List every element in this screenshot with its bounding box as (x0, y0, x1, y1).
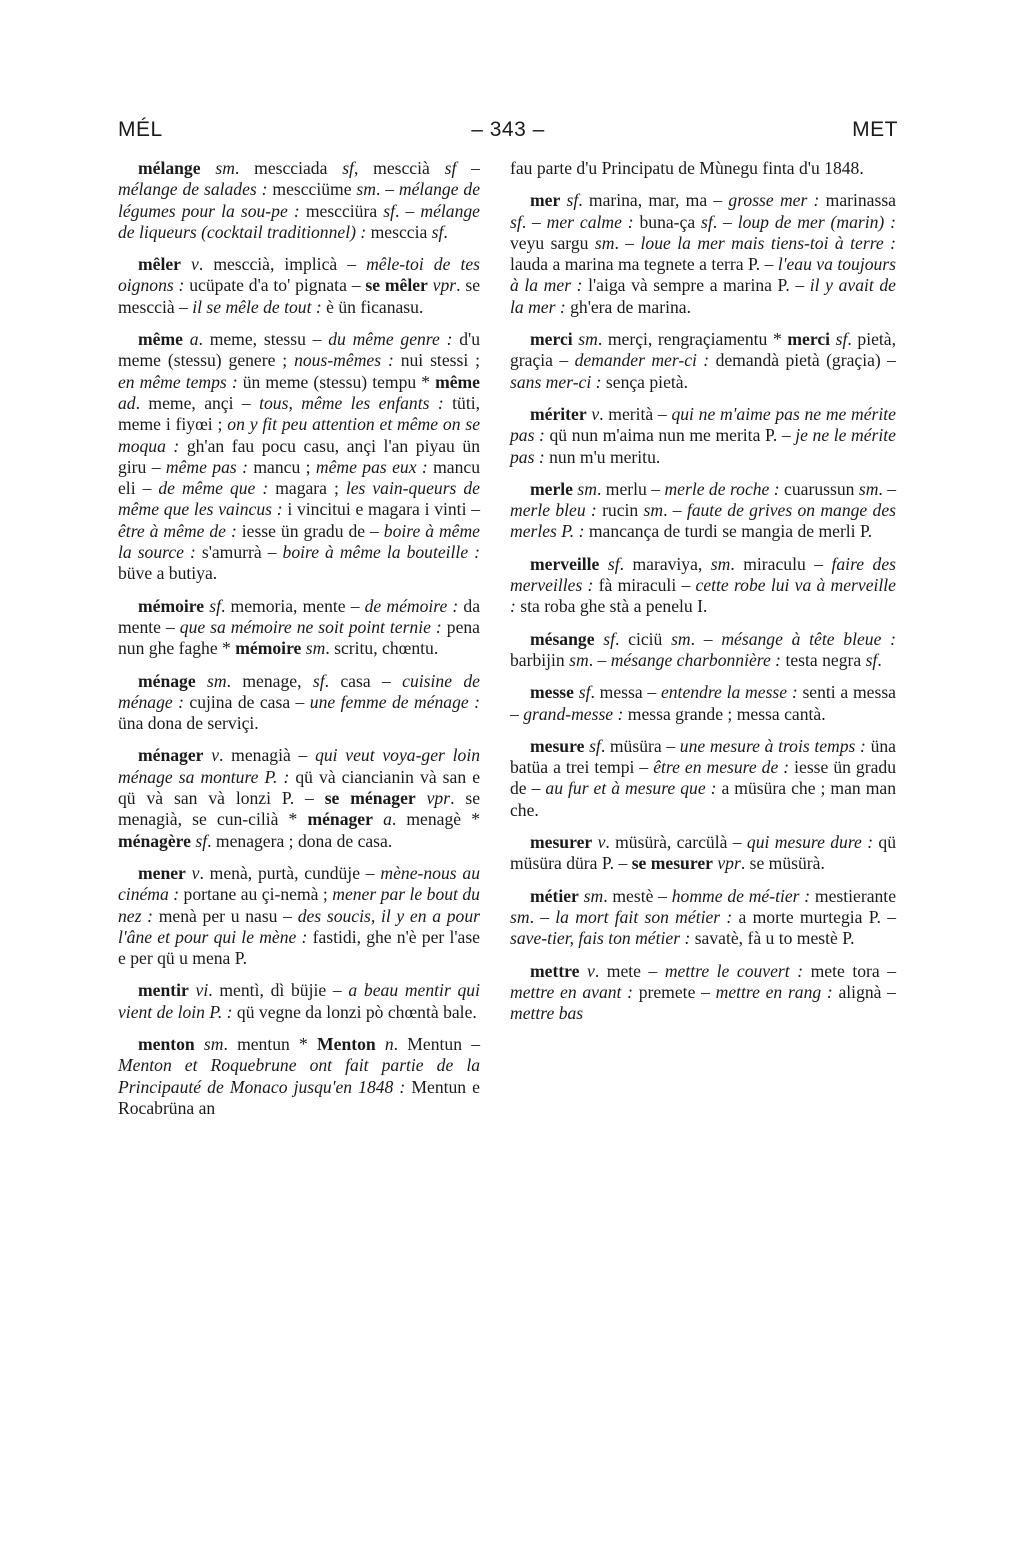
headword: mélange (138, 158, 201, 178)
translation-text: messa grande ; messa cantà. (623, 703, 826, 724)
translation-text (599, 554, 607, 574)
translation-text: iesse ün gradu de – (510, 757, 896, 799)
translation-text: . ciciü (615, 628, 672, 649)
translation-text: . menagè * (391, 809, 480, 830)
italic-text: qui veut voya-ger loin ménage sa monture P. : (118, 745, 481, 787)
translation-text: menà per u nasu – (153, 905, 298, 926)
translation-text: . – (395, 200, 421, 221)
italic-text: tous, même les enfants : (259, 392, 444, 413)
headword: ménage (138, 670, 196, 691)
italic-text: Menton et Roquebrune ont fait partie de la Principauté de Monaco jusqu'en 1848 : (118, 1055, 480, 1097)
translation-text: i vincitui e magara i vinti – (282, 499, 481, 520)
headword: même (138, 329, 183, 350)
italic-text: merle de roche : (664, 478, 780, 499)
translation-text: ün meme (stessu) tempu * (237, 371, 436, 392)
italic-text: boire à même la source : (118, 520, 480, 563)
translation-text: . menà, purtà, cundüje – (199, 862, 381, 883)
translation-text: . meme, stessu – (198, 329, 329, 350)
italic-text: sf (342, 158, 354, 178)
italic-text: on y fit peu attention et même on se moqua : (118, 414, 481, 456)
italic-text: être en mesure de : (653, 757, 790, 778)
italic-text: nous-mêmes : (294, 350, 394, 371)
translation-text: fastidi, ghe n'è per l'ase e per qü u mena P. (118, 926, 480, 969)
translation-text (416, 788, 427, 808)
italic-text: en même temps : (118, 371, 238, 392)
translation-text (196, 671, 207, 691)
italic-text: mène-nous au cinéma : (118, 862, 480, 905)
translation-text: . merità – (599, 403, 672, 424)
translation-text: . casa – (324, 670, 403, 691)
italic-text: au fur et à mesure que : (545, 778, 717, 799)
column-left (118, 158, 480, 1130)
dictionary-entry (510, 682, 896, 725)
translation-text (189, 980, 196, 1000)
italic-text: sm (594, 232, 615, 253)
translation-text: mesccia (366, 221, 432, 242)
translation-text: . – (663, 500, 687, 521)
dictionary-entry (510, 629, 896, 672)
italic-text: a (383, 809, 392, 830)
italic-text: sans mer-ci : (510, 371, 602, 392)
italic-text: sf (701, 211, 713, 232)
italic-text: il se mêle de tout : (192, 296, 322, 317)
translation-text: . mentì, dì büjie – (208, 980, 349, 1001)
italic-text: une mesure à trois temps : (679, 735, 866, 756)
translation-text: . mentun * (223, 1033, 318, 1054)
translation-text (183, 329, 190, 349)
translation-text (201, 158, 216, 178)
translation-text: senti a messa – (510, 682, 896, 724)
translation-text: . – (614, 232, 641, 253)
dictionary-entry-continued (510, 158, 896, 179)
translation-text: qü vegne da lonzi pò chœntà bale. (232, 1001, 477, 1022)
translation-text: – (456, 158, 480, 178)
italic-text: une femme de ménage : (309, 691, 480, 712)
translation-text: . – (375, 179, 399, 200)
translation-text: , mesccià (353, 158, 445, 178)
headword: mesurer (530, 832, 593, 853)
italic-text: homme de mé-tier : (671, 885, 811, 906)
dictionary-entry (118, 745, 480, 851)
italic-text: sf (607, 553, 620, 574)
dictionary-entry (118, 863, 480, 969)
headword: merci (530, 329, 573, 350)
italic-text: sm (578, 329, 598, 350)
translation-text: nun m'u meritu. (544, 446, 661, 467)
translation-text: . merçi, rengraçiamentu * (597, 329, 788, 350)
italic-text: sf (195, 830, 208, 851)
translation-text: . menagera ; dona de casa. (207, 830, 393, 851)
italic-text: v (191, 862, 200, 883)
translation-text: a müsüra che ; man man che. (510, 778, 896, 820)
italic-text: ad (118, 392, 136, 413)
headword: mesure (530, 735, 585, 756)
translation-text: büve a butiya. (118, 563, 218, 584)
translation-text: barbijin (510, 649, 570, 670)
italic-text: sm (710, 553, 731, 574)
italic-text: merle bleu : (510, 500, 597, 521)
italic-text: vi (195, 980, 209, 1001)
translation-text: fau parte d'u Principatu de Mùnegu finta d'u 1848. (510, 158, 864, 178)
italic-text: mélange de légumes pour la sou-pe : (118, 179, 481, 221)
translation-text: . – (878, 478, 897, 499)
translation-text: premete – (633, 981, 716, 1002)
translation-text: d'u meme (stessu) genere ; (118, 329, 480, 371)
italic-text: que sa mémoire ne soit point ternie : (179, 616, 442, 637)
translation-text: mestierante (810, 885, 896, 906)
headword: ménagère (118, 830, 191, 851)
italic-text: sm (203, 1033, 224, 1054)
translation-text: . mestè – (603, 885, 672, 906)
italic-text: entendre la messe : (660, 682, 798, 703)
headword: ménager (307, 809, 373, 830)
italic-text: sf (431, 221, 444, 242)
translation-text (181, 254, 191, 274)
italic-text: mer calme : (546, 211, 634, 232)
translation-text: . müsürà, carcülà – (605, 832, 747, 853)
translation-text (579, 961, 587, 981)
dictionary-entry (510, 832, 896, 875)
italic-text: grosse mer : (728, 190, 820, 211)
italic-text: v (211, 745, 220, 766)
translation-text: . messa – (590, 682, 661, 703)
headword: mêler (138, 254, 181, 275)
italic-text: sm (671, 628, 691, 649)
translation-text: mancança de turdi se mangia de merli P. (584, 521, 873, 542)
translation-text: demandà pietà (graçia) – (709, 350, 896, 371)
translation-text: è ün ficanasu. (321, 296, 424, 317)
translation-text: gh'era de marina. (565, 296, 691, 317)
headword: métier (530, 885, 579, 906)
translation-text: . mescciada (234, 158, 343, 178)
translation-text: a morte murtegia P. – (732, 906, 897, 927)
italic-text: loup de mer (marin) : (737, 211, 896, 232)
headword: mésange (530, 628, 595, 649)
italic-text: cette robe lui va à merveille : (510, 575, 896, 617)
italic-text: qui ne m'aime pas ne me mérite pas : (510, 403, 896, 446)
dictionary-entry (118, 1034, 480, 1119)
translation-text: . (877, 649, 882, 670)
italic-text: sm (207, 670, 227, 691)
italic-text: loue la mer mais tiens-toi à terre : (640, 232, 897, 253)
translation-text: testa negra (781, 649, 866, 670)
italic-text: vpr (426, 788, 451, 809)
italic-text: je ne le mérite pas : (510, 425, 896, 467)
header-first-guide-word: MÉL (118, 118, 163, 141)
dictionary-entry (510, 190, 896, 318)
headword: mettre (530, 960, 580, 981)
translation-text: . müsüra – (600, 735, 680, 756)
translation-text: cuarussun (779, 478, 859, 499)
translation-text: qü và ciancianin và san e qü và san và lonzi P. – (118, 766, 480, 809)
italic-text: mélange de liqueurs (cocktail traditionnel) : (118, 200, 480, 242)
translation-text: . – (690, 628, 722, 649)
translation-text (195, 1034, 204, 1054)
italic-text: sm (215, 158, 235, 178)
dictionary-entry (510, 479, 896, 543)
headword: mériter (530, 403, 587, 424)
dictionary-entry (118, 158, 480, 243)
italic-text: cuisine de ménage : (118, 670, 480, 712)
italic-text: demander mer-ci : (574, 350, 710, 371)
italic-text: n (384, 1033, 394, 1054)
italic-text: de même que : (158, 478, 269, 499)
headword: mer (530, 190, 561, 211)
dictionary-entry (510, 736, 896, 821)
translation-text: qü müsüra düra P. – (510, 832, 896, 874)
translation-text: iesse ün gradu de – (236, 520, 384, 541)
translation-text: . se menagià, se cun-cilià * (118, 788, 481, 830)
dictionary-entry (510, 404, 896, 468)
italic-text: il y avait de la mer : (510, 275, 896, 317)
italic-text: grand-messe : (523, 703, 624, 724)
translation-text: tüti, meme i fiyœi ; (118, 392, 481, 435)
dictionary-entry (510, 554, 896, 618)
italic-text: mêle-toi de tes oignons : (118, 254, 480, 296)
headword: merci (787, 329, 831, 350)
headword: mémoire (235, 638, 302, 659)
italic-text: mener par le bout du nez : (118, 884, 480, 926)
italic-text: sm (305, 638, 326, 659)
italic-text: même pas : (165, 456, 248, 477)
translation-text: . – (529, 906, 556, 927)
italic-text: sf (865, 649, 878, 670)
translation-text: . memoria, mente – (221, 595, 365, 616)
translation-text: . Mentun – (393, 1033, 480, 1054)
translation-text: ucüpate d'a to' pignata – (184, 275, 366, 296)
translation-text: qü nun m'aima nun me merita P. – (544, 425, 796, 446)
italic-text: les vain-queurs de même que les vaincus : (118, 478, 480, 520)
translation-text: l'aiga và sempre a marina P. – (582, 275, 810, 296)
italic-text: boire à même la bouteille : (282, 542, 481, 563)
translation-text: . marina, mar, ma – (578, 190, 729, 211)
column-right (510, 158, 896, 1035)
headword: se ménager (324, 788, 416, 809)
italic-text: sf (312, 670, 325, 691)
italic-text: v (587, 960, 595, 981)
translation-text: . maraviya, (619, 553, 711, 574)
italic-text: mésange à tête bleue : (721, 628, 897, 649)
headword: merveille (530, 553, 600, 574)
translation-text (376, 1034, 385, 1054)
italic-text: vpr (432, 275, 457, 296)
italic-text: sf (589, 735, 601, 756)
translation-text: . scritu, chœntu. (325, 638, 439, 659)
translation-text: lauda a marina ma tegnete a terra P. – (510, 254, 778, 275)
translation-text: mete tora – (803, 960, 897, 981)
italic-text: sm (643, 500, 664, 521)
translation-text: sta roba ghe stà a penelu I. (515, 596, 708, 617)
dictionary-entry (510, 961, 896, 1025)
italic-text: faire des merveilles : (510, 553, 896, 596)
italic-text: sm (858, 478, 879, 499)
translation-text: . meme, ançi – (135, 392, 260, 413)
translation-text: . menagià – (219, 745, 316, 766)
italic-text: mettre en rang : (715, 981, 833, 1002)
translation-text: cujina de casa – (184, 691, 310, 712)
headword: mener (138, 862, 186, 883)
headword: Menton (317, 1033, 376, 1054)
translation-text: buna-ça (633, 211, 702, 232)
dictionary-entry (118, 254, 480, 318)
translation-text: . (443, 221, 448, 242)
italic-text: sf (603, 628, 615, 649)
translation-text: alignà – (832, 981, 896, 1002)
headword: se mesurer (631, 853, 713, 874)
translation-text: s'amurrà – (195, 542, 283, 563)
italic-text: la mort fait son métier : (555, 906, 733, 927)
translation-text: da mente – (118, 595, 480, 637)
dictionary-entry (118, 671, 480, 735)
translation-text: nui stessi ; (393, 350, 480, 371)
italic-text: mettre en avant : (510, 981, 633, 1002)
translation-text: . menage, (226, 670, 313, 691)
translation-text (373, 809, 383, 829)
italic-text: mélange de salades : (118, 179, 268, 200)
translation-text: mescciüra (299, 200, 384, 221)
italic-text: sm (577, 478, 597, 499)
italic-text: v (591, 403, 600, 424)
translation-text: . se müsürà. (740, 853, 825, 874)
italic-text: v (597, 832, 606, 853)
italic-text: l'eau va toujours à la mer : (510, 254, 896, 296)
italic-text: sm (569, 649, 589, 670)
headword: mémoire (138, 595, 205, 616)
translation-text: . – (521, 211, 547, 232)
translation-text: . mesccià, implicà – (198, 254, 367, 275)
translation-text: . mete – (594, 960, 665, 981)
translation-text: mancu eli – (118, 456, 481, 499)
headword: se mêler (365, 275, 428, 296)
headword: mentir (138, 980, 189, 1001)
translation-text: . merlu – (596, 478, 665, 499)
translation-text: . – (588, 649, 611, 670)
header-last-guide-word: MET (852, 118, 898, 141)
italic-text: qui mesure dure : (746, 832, 874, 853)
translation-text (595, 629, 604, 649)
italic-text: a (189, 329, 199, 350)
italic-text: save-tier, fais ton métier : (510, 928, 691, 949)
dictionary-entry (510, 329, 896, 393)
headword: messe (530, 682, 574, 703)
translation-text: portane au çi-nemà ; (179, 884, 333, 905)
italic-text: mettre bas (510, 1003, 584, 1024)
translation-text: rucin (596, 500, 644, 521)
translation-text: pena nun ghe faghe * (118, 616, 480, 659)
italic-text: sf (578, 682, 591, 703)
translation-text: gh'an fau pocu casu, ançi l'an piyau ün giru – (118, 435, 480, 477)
translation-text: mancu ; (247, 456, 316, 477)
translation-text: . – (712, 211, 738, 232)
italic-text: sf (209, 595, 221, 616)
italic-text: des soucis, il y en a pour l'âne et pour qui le mène : (118, 905, 480, 947)
italic-text: être à même de : (118, 520, 237, 541)
running-header (118, 118, 898, 148)
translation-text: savatè, fà u to mestè P. (690, 928, 855, 949)
translation-text: marinassa (819, 190, 896, 211)
italic-text: même pas eux : (315, 456, 428, 477)
italic-text: sf (444, 158, 457, 178)
headword: ménager (138, 745, 204, 766)
italic-text: sm (510, 906, 530, 927)
italic-text: sf (835, 329, 848, 350)
italic-text: sf (383, 200, 395, 221)
translation-text: . se mesccià – (118, 275, 481, 317)
dictionary-entry (118, 980, 480, 1023)
dictionary-entry (510, 886, 896, 950)
italic-text: vpr (717, 853, 741, 874)
dictionary-entry (118, 329, 480, 585)
italic-text: mésange charbonnière : (610, 649, 782, 670)
translation-text: Mentun e Rocabrüna an (118, 1076, 480, 1118)
translation-text: . pietà, graçia – (510, 329, 896, 371)
translation-text: mescciüme (267, 179, 357, 200)
translation-text: fà miraculi – (593, 575, 696, 596)
italic-text: a beau mentir qui vient de loin P. : (118, 980, 480, 1022)
italic-text: sm (356, 179, 376, 200)
italic-text: de mémoire : (364, 595, 459, 616)
translation-text: sença pietà. (601, 371, 688, 392)
translation-text: üna dona de serviçi. (118, 713, 259, 734)
italic-text: faute de grives on mange des merles P. : (510, 500, 896, 542)
headword: même (435, 371, 480, 392)
italic-text: du même genre : (328, 329, 453, 350)
italic-text: sm (583, 885, 604, 906)
translation-text: veyu sargu (510, 232, 595, 253)
dictionary-entry (118, 596, 480, 660)
page-number: – 343 – (471, 118, 545, 141)
translation-text: üna batüa a trei tempi – (510, 735, 896, 778)
italic-text: mettre le couvert : (664, 960, 804, 981)
translation-text: . miraculu – (730, 553, 832, 574)
translation-text: magara ; (268, 478, 346, 499)
italic-text: sf (566, 190, 579, 211)
italic-text: v (191, 254, 199, 275)
headword: menton (138, 1033, 195, 1054)
italic-text: sf (510, 211, 522, 232)
headword: merle (530, 478, 573, 499)
